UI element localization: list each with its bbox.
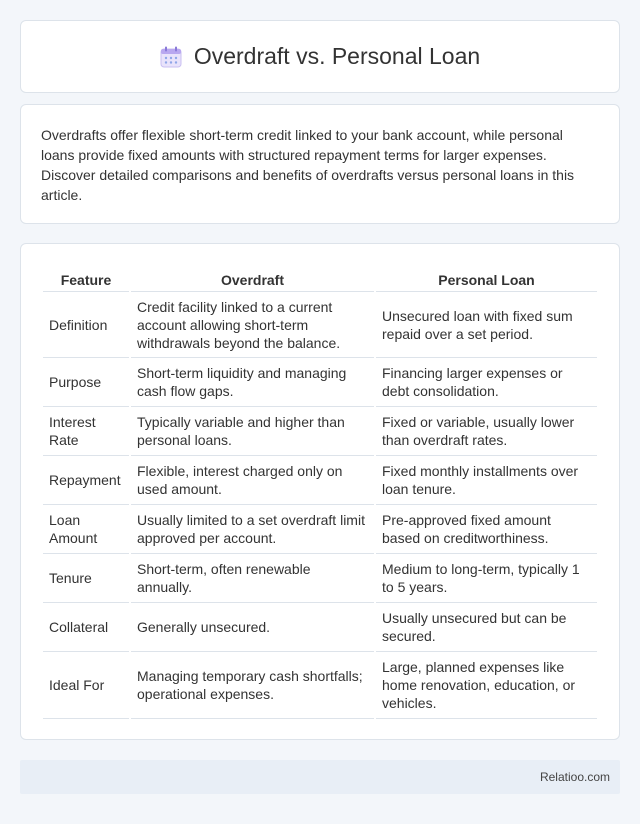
row-feature: Ideal For [43,652,129,719]
comparison-table [41,264,599,719]
table-row [43,358,597,407]
row-overdraft: Managing temporary cash shortfalls; operational expenses. [131,652,374,719]
table-row [43,554,597,603]
table-row [43,652,597,719]
comparison-card [20,243,620,740]
intro-card [20,104,620,224]
row-personal-loan: Fixed monthly installments over loan tenure. [376,456,597,505]
row-overdraft: Short-term, often renewable annually. [131,554,374,603]
row-feature: Repayment [43,456,129,505]
table-header-row [43,264,597,292]
calendar-icon [160,46,182,68]
row-personal-loan: Pre-approved fixed amount based on creditworthiness. [376,505,597,554]
row-personal-loan: Fixed or variable, usually lower than overdraft rates. [376,407,597,456]
row-overdraft: Usually limited to a set overdraft limit approved per account. [131,505,374,554]
header-overdraft: Overdraft [131,264,374,292]
row-personal-loan: Unsecured loan with fixed sum repaid over a set period. [376,292,597,358]
intro-text: Overdrafts offer flexible short-term credit linked to your bank account, while personal loans provide fixed amounts with structured repayment terms for larger expenses. Discover detailed comparisons and benefits of overdrafts versus personal loans in this article. [41,127,575,203]
row-personal-loan: Large, planned expenses like home renovation, education, or vehicles. [376,652,597,719]
header-personal-loan: Personal Loan [376,264,597,292]
footer [20,760,620,794]
row-feature: Definition [43,292,129,358]
row-feature: Purpose [43,358,129,407]
row-overdraft: Short-term liquidity and managing cash flow gaps. [131,358,374,407]
row-feature: Loan Amount [43,505,129,554]
table-row [43,505,597,554]
table-row [43,603,597,652]
table-row [43,407,597,456]
table-row [43,456,597,505]
page-title: Overdraft vs. Personal Loan [193,43,481,69]
row-feature: Tenure [43,554,129,603]
row-feature: Collateral [43,603,129,652]
footer-brand: Relatioo.com [539,770,610,784]
row-feature: Interest Rate [43,407,129,456]
row-overdraft: Generally unsecured. [131,603,374,652]
row-overdraft: Credit facility linked to a current account allowing short-term withdrawals beyond the balance. [131,292,374,358]
row-overdraft: Flexible, interest charged only on used amount. [131,456,374,505]
row-personal-loan: Medium to long-term, typically 1 to 5 years. [376,554,597,603]
table-row [43,292,597,358]
header-feature: Feature [43,264,129,292]
title-card [20,20,620,93]
row-personal-loan: Financing larger expenses or debt consolidation. [376,358,597,407]
row-overdraft: Typically variable and higher than personal loans. [131,407,374,456]
row-personal-loan: Usually unsecured but can be secured. [376,603,597,652]
